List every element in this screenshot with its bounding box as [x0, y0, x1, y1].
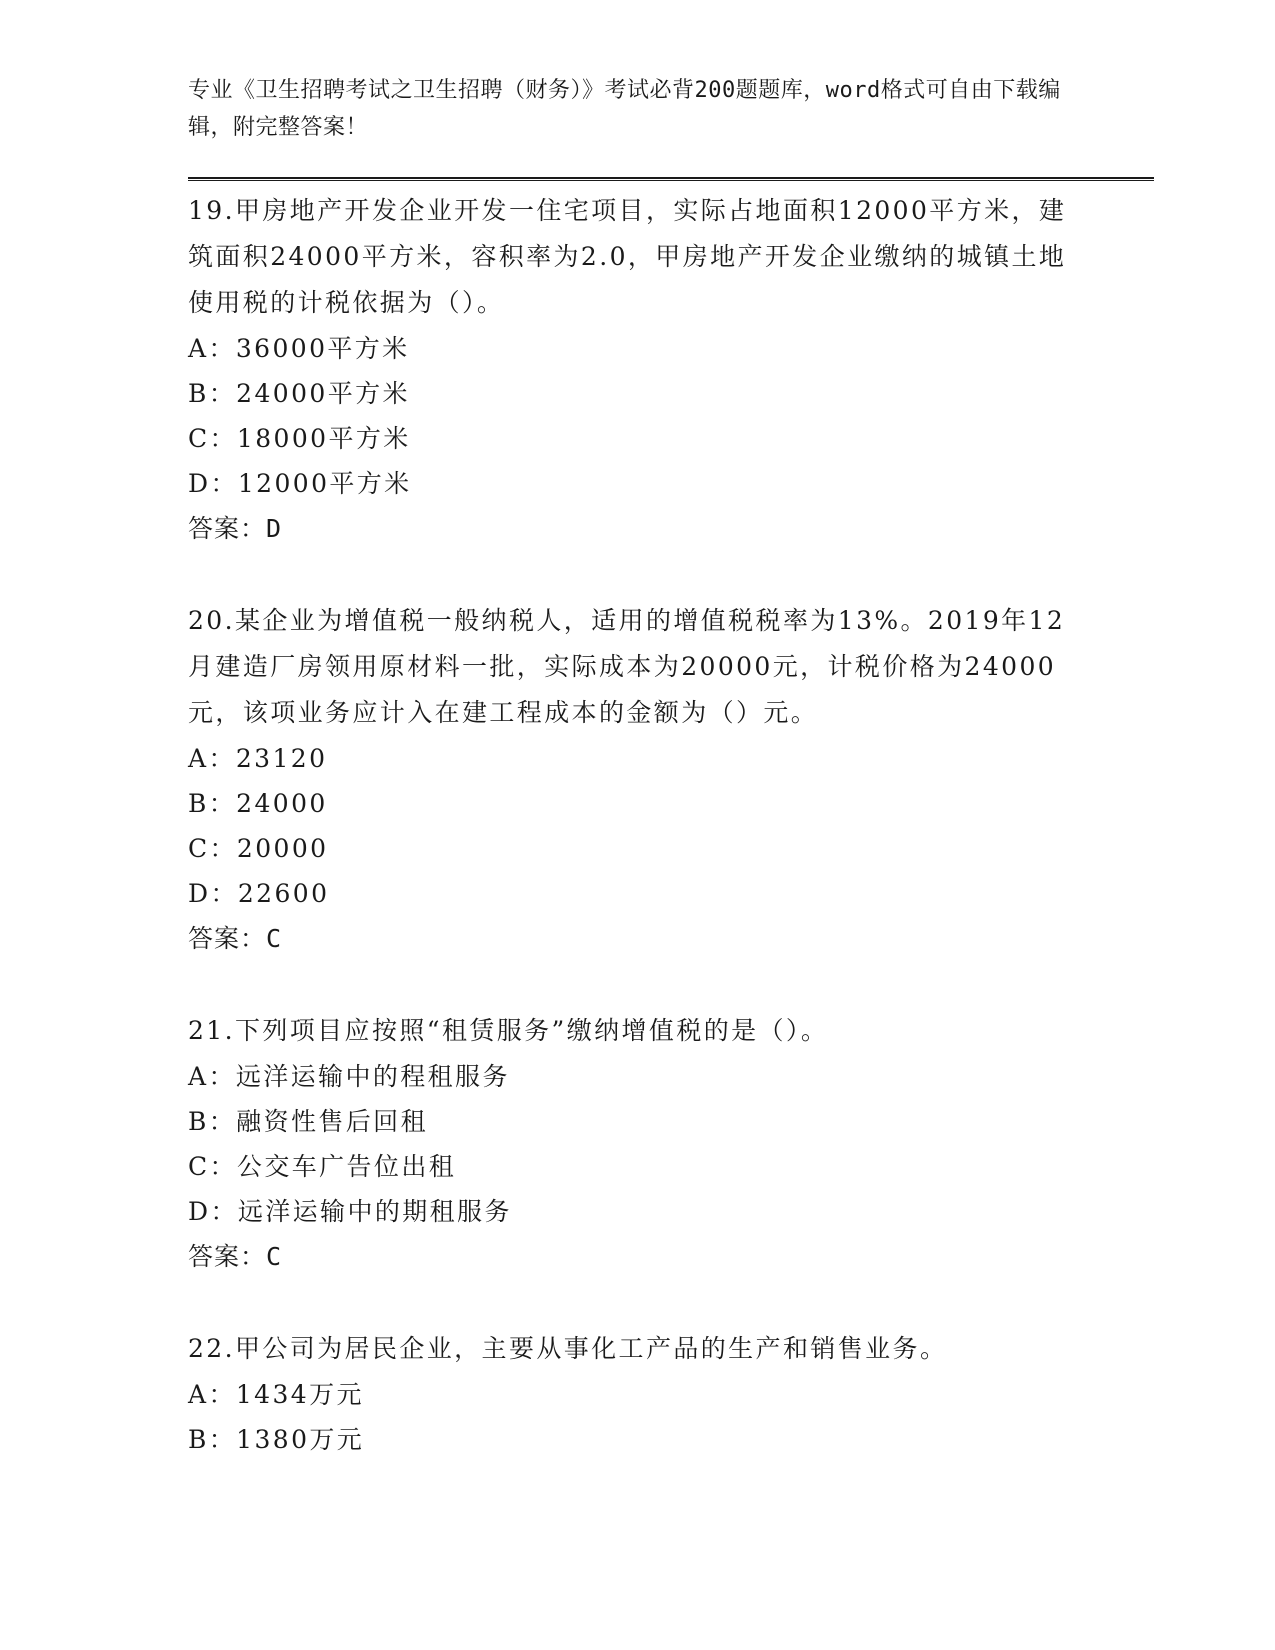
option-b: B：1380万元: [188, 1425, 365, 1454]
option-c: C：公交车广告位出租: [188, 1152, 457, 1181]
option-b: B：24000: [188, 789, 328, 818]
option-b: B：融资性售后回租: [188, 1107, 428, 1136]
question-22: [188, 1326, 1088, 1462]
option-a: A：36000平方米: [188, 334, 410, 363]
question-stem: 20.某企业为增值税一般纳税人，适用的增值税税率为13%。2019年12月建造厂房领用原材料一批，实际成本为20000元，计税价格为24000元，该项业务应计入在建工程成本的金额为（）元。: [188, 606, 1066, 727]
answer-label: 答案：D: [188, 514, 283, 543]
option-c: C：18000平方米: [188, 424, 411, 453]
question-20: [188, 598, 1088, 962]
question-list: [188, 188, 1088, 1508]
option-a: A：1434万元: [188, 1380, 364, 1409]
option-d: D：22600: [188, 879, 330, 908]
question-19: [188, 188, 1088, 552]
option-b: B：24000平方米: [188, 379, 410, 408]
header-divider: [188, 177, 1154, 181]
option-d: D：12000平方米: [188, 469, 412, 498]
answer-label: 答案：C: [188, 1242, 283, 1271]
option-a: A：远洋运输中的程租服务: [188, 1062, 510, 1091]
answer-label: 答案：C: [188, 924, 283, 953]
question-stem: 19.甲房地产开发企业开发一住宅项目，实际占地面积12000平方米，建筑面积24000平方米，容积率为2.0，甲房地产开发企业缴纳的城镇土地使用税的计税依据为（）。: [188, 196, 1067, 317]
option-c: C：20000: [188, 834, 329, 863]
option-a: A：23120: [188, 744, 328, 773]
document-header: 专业《卫生招聘考试之卫生招聘（财务）》考试必背200题题库，word格式可自由下载编辑，附完整答案！: [188, 78, 1061, 140]
question-stem: 21.下列项目应按照“租赁服务”缴纳增值税的是（）。: [188, 1016, 829, 1045]
option-d: D：远洋运输中的期租服务: [188, 1197, 512, 1226]
question-stem: 22.甲公司为居民企业，主要从事化工产品的生产和销售业务。: [188, 1334, 948, 1363]
question-21: [188, 1008, 1088, 1280]
